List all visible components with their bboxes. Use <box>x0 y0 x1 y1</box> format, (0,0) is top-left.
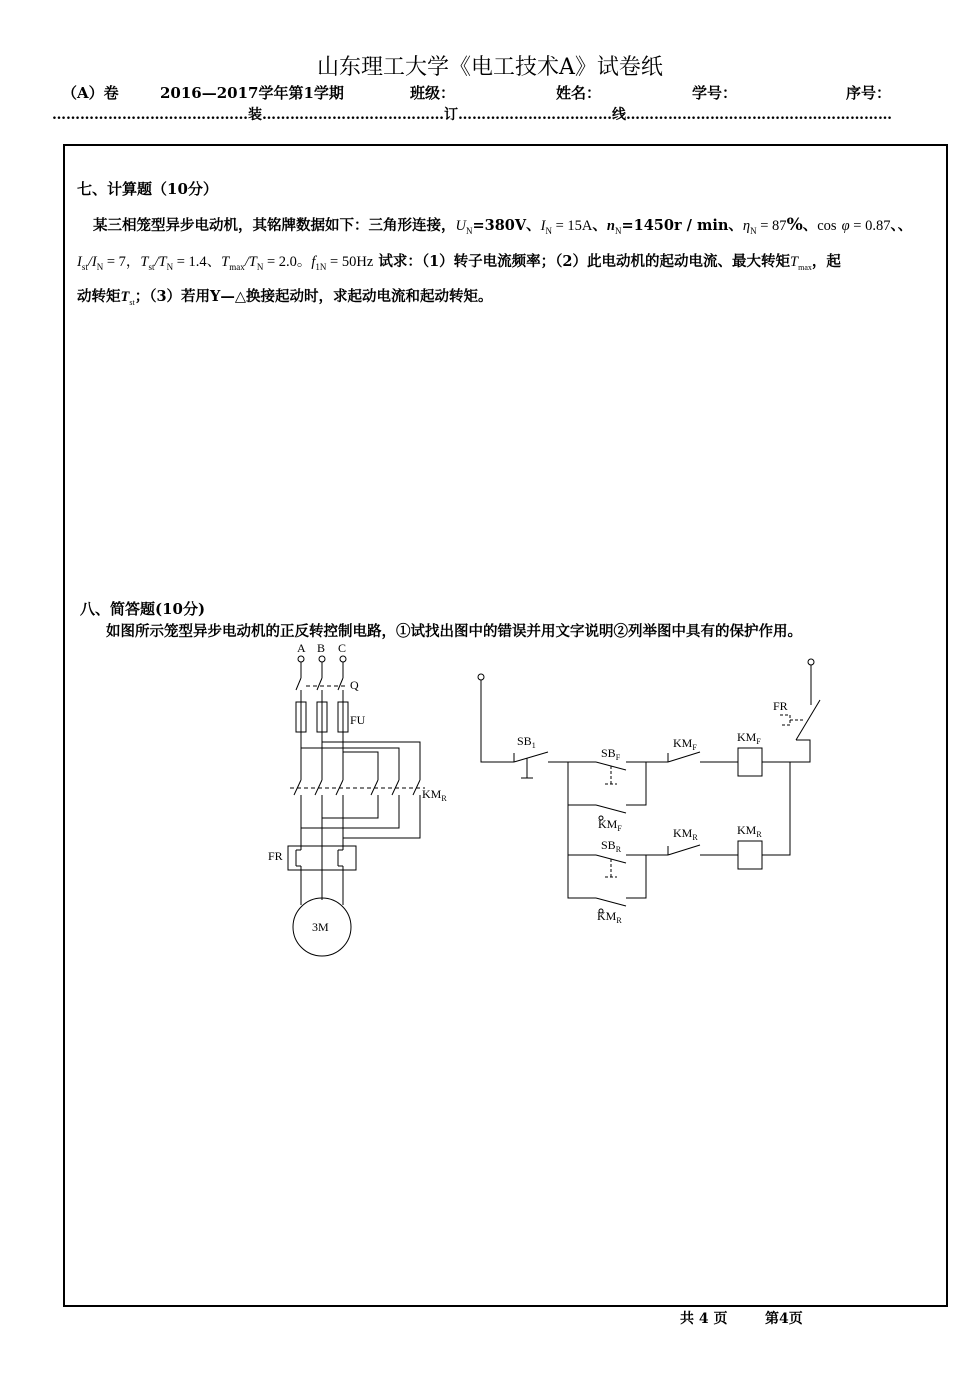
un-value: =380V、 <box>472 217 541 234</box>
kmr-coil-label: $KM_R$ <box>737 823 762 839</box>
exam-title: 山东理工大学《电工技术A》试卷纸 <box>317 55 663 80</box>
eta-value: = 87 <box>756 218 787 234</box>
sbf-label: $SB_F$ <box>601 746 621 762</box>
term-label: 2016—2017学年第1学期 <box>160 84 344 102</box>
phase-a-label: A <box>297 641 306 655</box>
kmf-hold-label: $KM_F$ <box>598 817 622 833</box>
tmax-symbol: T <box>790 254 799 270</box>
un-sub: N <box>465 225 473 236</box>
phase-b-label: B <box>317 641 326 655</box>
q7-heading: 七、计算题（10分） <box>77 180 218 198</box>
q7-line3-b: ；（3）若用Y—△换接起动时，求起动电流和起动转矩。 <box>134 288 493 305</box>
nn-sub: N <box>614 225 622 236</box>
kmr-contact-label: $KM_R$ <box>673 826 698 842</box>
kmf-coil-label: $KM_F$ <box>737 730 761 746</box>
phase-c-label: C <box>338 641 347 655</box>
cos-word: cos <box>817 218 837 234</box>
kmf-contact-label: $KM_F$ <box>673 736 697 752</box>
ist-value: = 7， <box>103 254 141 270</box>
motor-label: 3M <box>312 920 329 934</box>
f-symbol: f <box>311 254 316 270</box>
nn-value: =1450r / min、 <box>621 217 743 234</box>
in-value: = 15A <box>552 218 593 234</box>
fuse-label: FU <box>350 713 366 727</box>
kmr-main-label: $KM_R$ <box>422 787 447 803</box>
nn-symbol: n <box>606 218 615 234</box>
tst-ratio-mid: /T <box>154 254 167 270</box>
name-label: 姓名： <box>556 84 602 102</box>
tmax-ratio-mid: /T <box>244 254 257 270</box>
phi-symbol: φ <box>841 218 850 234</box>
in-symbol: I <box>540 218 546 234</box>
q7-line2-end: ，起 <box>811 253 841 270</box>
tst-symbol: T <box>120 289 130 305</box>
student-id-label: 学号： <box>692 84 738 102</box>
sep: 、 <box>802 217 818 234</box>
percent-sign: % <box>786 215 803 235</box>
eta-symbol: η <box>742 218 751 234</box>
control-circuit <box>478 659 820 925</box>
sep: 、、 <box>890 217 913 234</box>
q7-tasks: 试求：（1）转子电流频率；（2）此电动机的起动电流、最大转矩 <box>378 253 791 270</box>
q8-heading: 八、简答题(10分) <box>80 600 206 618</box>
tmax-ratio-sub: max <box>229 261 245 272</box>
ist-mid: /I <box>87 254 97 270</box>
tst-sub: st <box>129 297 135 307</box>
switch-q-label: Q <box>350 678 359 692</box>
in-sub: N <box>545 225 552 236</box>
eta-sub: N <box>750 225 757 236</box>
ist-sub: st <box>81 261 88 272</box>
seq-label: 序号： <box>846 84 892 102</box>
un-symbol: U <box>455 218 466 234</box>
tmax-ratio-value: = 2.0。 <box>263 254 312 270</box>
tst-ratio-symbol: T <box>140 254 149 270</box>
ist-symbol: I <box>77 254 82 270</box>
q7-intro: 某三相笼型异步电动机，其铭牌数据如下：三角形连接， <box>93 217 456 234</box>
fr-main-label: FR <box>268 849 283 863</box>
class-label: 班级： <box>410 84 456 102</box>
cos-value: = 0.87 <box>849 218 891 234</box>
tmax-ratio-sub2: N <box>256 261 264 272</box>
sbr-label: $SB_R$ <box>601 838 622 854</box>
tst-ratio-sub2: N <box>166 261 174 272</box>
main-circuit <box>268 641 447 956</box>
sb1-label: $SB_1$ <box>517 734 536 750</box>
q7-line3-a: 动转矩 <box>77 288 121 305</box>
binding-line: ……………………………………装…………………………………订……………………………线………………………………………………… <box>52 107 892 123</box>
tst-ratio-sub: st <box>148 261 155 272</box>
page-total: 共 4 页 <box>680 1311 728 1327</box>
page-current: 第4页 <box>765 1311 803 1327</box>
f-sub: 1N <box>315 261 327 272</box>
tmax-ratio-symbol: T <box>221 254 230 270</box>
kmr-hold-label: $KM_R$ <box>597 909 622 925</box>
tst-ratio-value: = 1.4、 <box>173 254 222 270</box>
paper-version: （A）卷 <box>62 84 119 102</box>
q8-text: 如图所示笼型异步电动机的正反转控制电路，①试找出图中的错误并用文字说明②列举图中具有的保护作用。 <box>106 623 802 640</box>
ist-sub2: N <box>96 261 104 272</box>
f-value: = 50Hz <box>326 254 374 270</box>
sep: 、 <box>592 217 607 234</box>
tmax-sub: max <box>798 262 812 272</box>
fr-control-label: FR <box>773 699 788 713</box>
